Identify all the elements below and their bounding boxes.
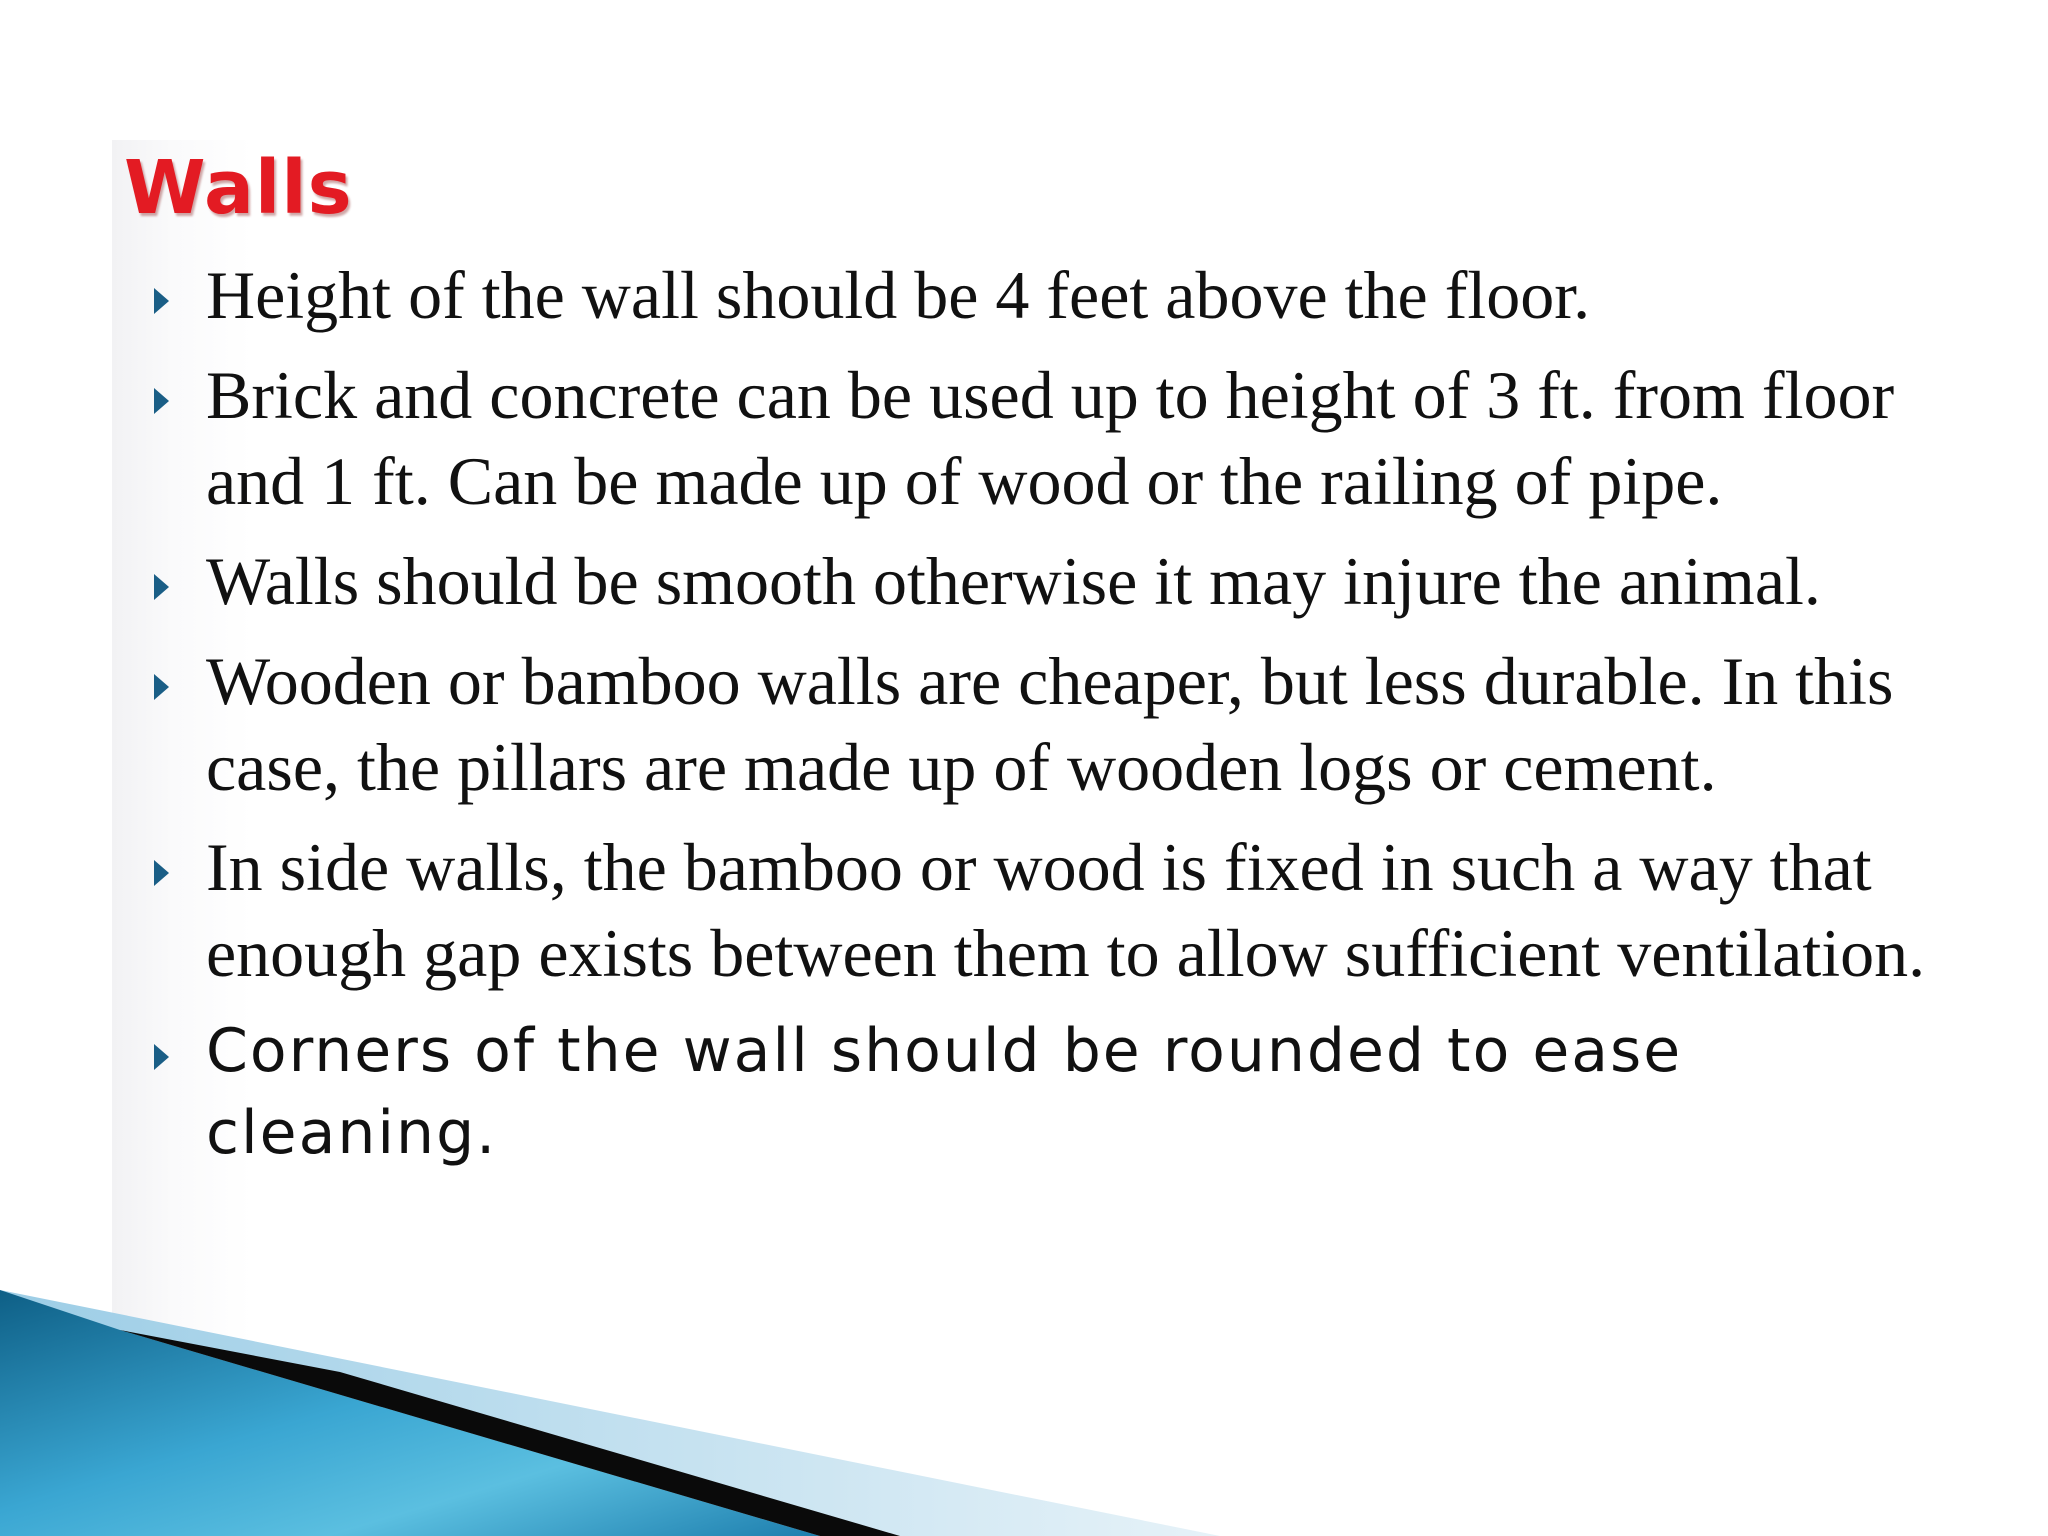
bullet-item: [144, 824, 1944, 996]
triangle-right-icon: [154, 674, 169, 700]
bullet-text: Height of the wall should be 4 feet above the floor.: [206, 257, 1591, 333]
bullet-list: [144, 252, 1944, 1188]
bullet-item: [144, 638, 1944, 810]
triangle-right-icon: [154, 574, 169, 600]
triangle-right-icon: [154, 1044, 169, 1070]
bullet-text: Brick and concrete can be used up to height of 3 ft. from floor and 1 ft. Can be made up of wood or the railing of pipe.: [206, 357, 1895, 519]
bullet-item: [144, 538, 1944, 624]
bullet-text: Wooden or bamboo walls are cheaper, but less durable. In this case, the pillars are made up of wooden logs or cement.: [206, 643, 1894, 805]
triangle-right-icon: [154, 388, 169, 414]
bullet-item: [144, 252, 1944, 338]
bullet-item: [144, 1010, 1944, 1174]
bullet-item: [144, 352, 1944, 524]
triangle-right-icon: [154, 860, 169, 886]
bullet-text: Walls should be smooth otherwise it may injure the animal.: [206, 543, 1821, 619]
bullet-text: Corners of the wall should be rounded to ease cleaning.: [206, 1016, 1683, 1168]
bullet-text: In side walls, the bamboo or wood is fixed in such a way that enough gap exists between them to allow sufficient ventilation.: [206, 829, 1926, 991]
triangle-right-icon: [154, 288, 169, 314]
slide-title: Walls: [124, 145, 353, 231]
